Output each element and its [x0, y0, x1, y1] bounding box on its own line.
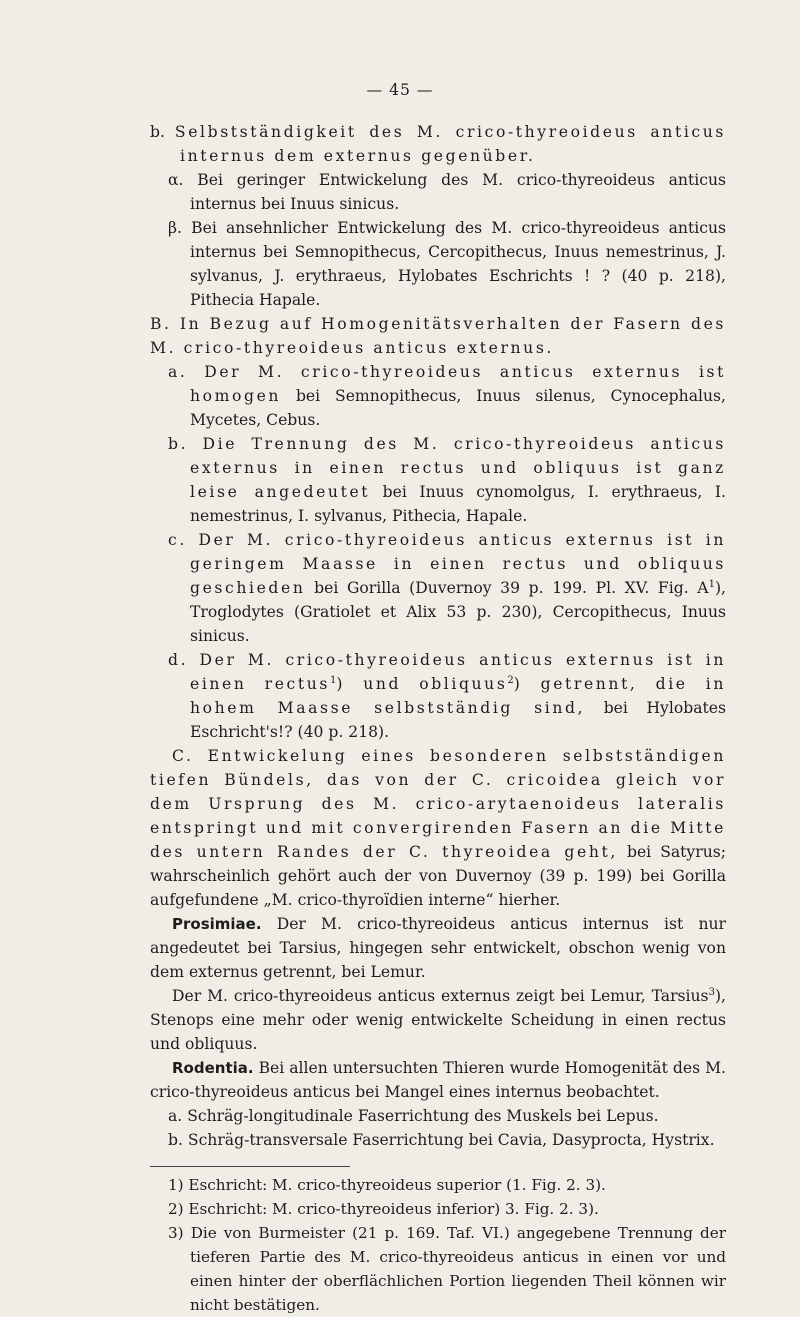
section-C-rest: bei Satyrus; wahrscheinlich gehört auch der von Duvernoy (39 p. 199) bei Gorilla aufgefundene „M. crico-thyroïdien interne“ hierher.	[150, 843, 726, 909]
footnote-2: 2) Eschricht: M. crico-thyreoideus inferior) 3. Fig. 2. 3).	[168, 1200, 599, 1218]
section-b-label: b.	[150, 123, 175, 141]
section-B-d-rest: bei Hylobates Eschricht's!? (40 p. 218).	[190, 699, 726, 741]
section-C-lead: C. Entwickelung eines besonderen selbstständigen tiefen Bündels, das von der C. cricoidea gleich vor dem Ursprung des M. crico-arytaenoideus lateralis entspringt und mit convergirenden Fasern an die Mitte des untern Randes der C. thyreoidea geht,	[150, 747, 726, 861]
section-b-title: Selbstständigkeit des M. crico-thyreoideus anticus internus dem externus gegenüber.	[174, 123, 726, 165]
lemur-paragraph	[150, 984, 726, 1056]
lemur-text: Der M. crico-thyreoideus anticus externus zeigt bei Lemur, Tarsius	[172, 987, 709, 1005]
footnotes	[150, 1173, 726, 1317]
footnote-3: 3) Die von Burmeister (21 p. 169. Taf. VI.) angegebene Trennung der tieferen Partie des M. crico-thyreoideus anticus in einen vor und einen hinter der oberflächlichen Portion liegenden Theil können wir nicht bestätigen.	[168, 1224, 726, 1314]
footnote-ref: 2	[507, 674, 514, 686]
rodentia-a: a. Schräg-longitudinale Faserrichtung des Muskels bei Lepus.	[168, 1107, 659, 1125]
footnote-divider	[150, 1166, 350, 1167]
page-number: — 45 —	[366, 81, 434, 99]
section-b-beta: β. Bei ansehnlicher Entwickelung des M. crico-thyreoideus anticus internus bei Semnopithecus, Cercopithecus, Inuus nemestrinus, J. sylvanus, J. erythraeus, Hylobates Eschrichts ! ? (40 p. 218), Pithecia Hapale.	[168, 219, 726, 309]
rodentia-heading: Rodentia.	[172, 1059, 254, 1077]
section-B-a-lead: a. Der M. crico-thyreoideus anticus externus ist homogen	[168, 363, 726, 405]
section-B-d-lead-2: ) und obliquus	[336, 675, 508, 693]
section-B-a	[168, 360, 726, 432]
section-B-c-rest-2: ), Troglodytes (Gratiolet et Alix 53 p. 230), Cercopithecus, Inuus sinicus.	[190, 579, 726, 645]
section-b-heading	[150, 120, 726, 168]
section-B-b-rest: bei Inuus cynomolgus, I. erythraeus, I. nemestrinus, I. sylvanus, Pithecia, Hapale.	[190, 483, 726, 525]
rodentia-text: Bei allen untersuchten Thieren wurde Homogenität des M. crico-thyreoideus anticus bei Mangel eines internus beobachtet.	[150, 1059, 726, 1101]
prosimiae-paragraph	[150, 912, 726, 984]
section-B-c-rest: bei Gorilla (Duvernoy 39 p. 199. Pl. XV. Fig. A	[305, 579, 709, 597]
footnote-ref: 1	[708, 578, 715, 590]
prosimiae-heading: Prosimiae.	[172, 915, 262, 933]
section-B-b	[168, 432, 726, 528]
section-B-heading: B. In Bezug auf Homogenitätsverhalten der Fasern des M. crico-thyreoideus anticus externus.	[150, 315, 726, 357]
rodentia-paragraph	[150, 1056, 726, 1104]
section-B-d	[168, 648, 726, 744]
prosimiae-text: Der M. crico-thyreoideus anticus internus ist nur angedeutet bei Tarsius, hingegen sehr entwickelt, obschon wenig von dem externus getrennt, bei Lemur.	[150, 915, 726, 981]
section-B-d-lead-3: ) getrennt, die in hohem Maasse selbstständig sind,	[190, 675, 726, 717]
section-C	[150, 744, 726, 912]
footnote-ref: 3	[708, 986, 715, 998]
main-text	[150, 120, 726, 1152]
section-B-c-lead: c. Der M. crico-thyreoideus anticus externus ist in geringem Maasse in einen rectus und obliquus geschieden	[168, 531, 726, 597]
section-b-alpha: α. Bei geringer Entwickelung des M. crico-thyreoideus anticus internus bei Inuus sinicus.	[168, 171, 726, 213]
section-B-a-rest: bei Semnopithecus, Inuus silenus, Cynocephalus, Mycetes, Cebus.	[190, 387, 726, 429]
section-B-c	[168, 528, 726, 648]
rodentia-b: b. Schräg-transversale Faserrichtung bei Cavia, Dasyprocta, Hystrix.	[168, 1131, 715, 1149]
section-B-b-lead: b. Die Trennung des M. crico-thyreoideus anticus externus in einen rectus und obliquus ist ganz leise angedeutet	[168, 435, 726, 501]
footnote-1: 1) Eschricht: M. crico-thyreoideus superior (1. Fig. 2. 3).	[168, 1176, 606, 1194]
lemur-text-2: ), Stenops eine mehr oder wenig entwickelte Scheidung in einen rectus und obliquus.	[150, 987, 726, 1053]
section-B-d-lead: d. Der M. crico-thyreoideus anticus externus ist in einen rectus	[168, 651, 726, 693]
footnote-ref: 1	[330, 674, 337, 686]
